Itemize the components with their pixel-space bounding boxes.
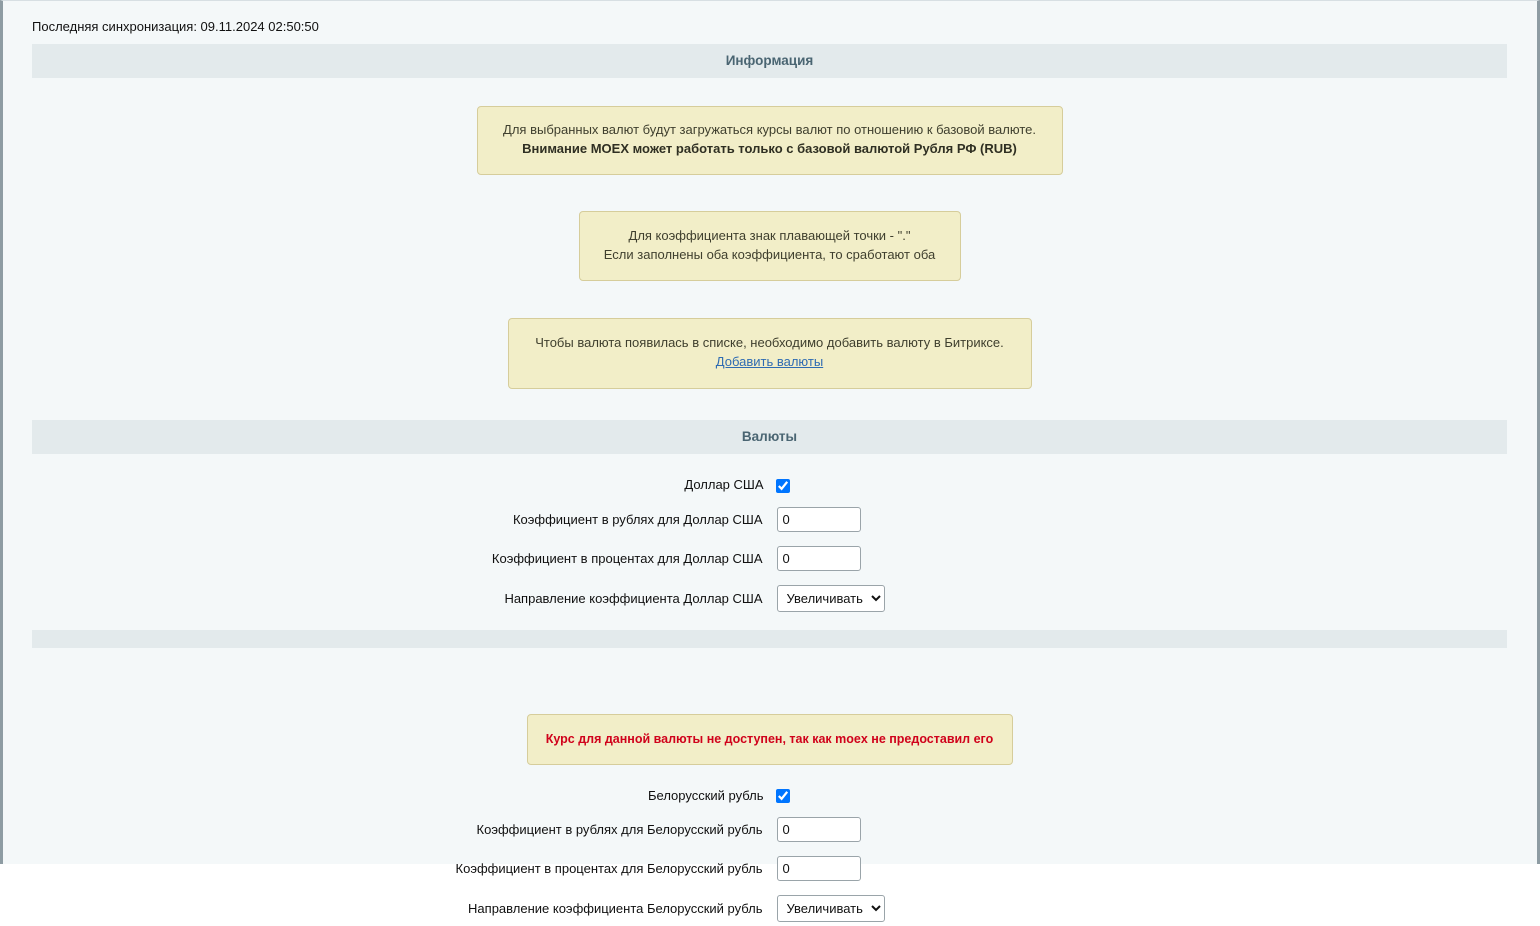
currency-percent-control-usd — [777, 546, 1489, 571]
currency-rub-control-byn — [777, 817, 1489, 842]
currency-percent-row-usd — [32, 546, 1507, 571]
note-rate-unavailable: Курс для данной валюты не доступен, так как moex не предоставил его — [527, 714, 1013, 765]
currency-enable-label-byn: Белорусский рубль — [647, 788, 764, 804]
currency-rub-input-byn[interactable] — [777, 817, 861, 842]
currency-block-usd — [32, 454, 1507, 616]
currency-enable-checkbox-byn[interactable] — [776, 789, 790, 803]
currency-direction-control-byn — [777, 895, 1489, 922]
note-base-currency-line2: Внимание MOEX может работать только с базовой валютой Рубля РФ (RUB) — [522, 140, 1017, 156]
currency-enable-row-usd — [32, 477, 1507, 493]
spacer — [32, 616, 1507, 630]
spacer — [32, 389, 1507, 420]
note-add-currency — [508, 318, 1032, 389]
note-base-currency — [477, 106, 1063, 175]
section-header-currencies: Валюты — [32, 420, 1507, 454]
currency-percent-label-byn: Коэффициент в процентах для Белорусский рубль — [455, 861, 763, 877]
currency-direction-select-byn[interactable] — [777, 895, 885, 922]
warning-notes — [32, 648, 1507, 765]
section-divider — [32, 630, 1507, 648]
currency-rub-row-byn — [32, 817, 1507, 842]
currency-percent-control-byn — [777, 856, 1489, 881]
currency-direction-row-byn — [32, 895, 1507, 922]
currency-rub-label-usd: Коэффициент в рублях для Доллар США — [512, 511, 763, 527]
currency-block-byn — [32, 765, 1507, 926]
currency-direction-label-byn: Направление коэффициента Белорусский рубль — [468, 901, 763, 917]
note-base-currency-line1: Для выбранных валют будут загружаться курсы валют по отношению к базовой валюте. — [503, 122, 1036, 137]
page-content — [3, 1, 1537, 926]
note-coefficient — [579, 211, 961, 282]
currency-direction-select-usd[interactable] — [777, 585, 885, 612]
currency-rub-row-usd — [32, 507, 1507, 532]
currency-percent-row-byn — [32, 856, 1507, 881]
note-add-currency-line1: Чтобы валюта появилась в списке, необходимо добавить валюту в Битриксе. — [535, 335, 1004, 351]
currency-enable-control-usd — [776, 477, 1488, 493]
last-sync-line: Последняя синхронизация: 09.11.2024 02:50:50 — [32, 19, 319, 34]
currency-enable-row-byn — [32, 788, 1507, 804]
info-notes — [32, 78, 1507, 389]
currency-direction-row-usd — [32, 585, 1507, 612]
currency-enable-control-byn — [776, 788, 1488, 804]
add-currencies-link[interactable]: Добавить валюты — [715, 354, 824, 370]
currency-enable-label-usd: Доллар США — [684, 477, 764, 493]
section-header-info: Информация — [32, 44, 1507, 78]
currency-rub-label-byn: Коэффициент в рублях для Белорусский рубль — [476, 822, 763, 838]
currency-percent-label-usd: Коэффициент в процентах для Доллар США — [491, 550, 763, 566]
note-coefficient-line2: Если заполнены оба коэффициента, то сработают оба — [603, 246, 936, 262]
currency-enable-checkbox-usd[interactable] — [776, 479, 790, 493]
currency-rub-input-usd[interactable] — [777, 507, 861, 532]
note-coefficient-line1: Для коэффициента знак плавающей точки - "." — [628, 227, 911, 243]
currency-rub-control-usd — [777, 507, 1489, 532]
currency-percent-input-usd[interactable] — [777, 546, 861, 571]
currency-direction-control-usd — [777, 585, 1489, 612]
currency-percent-input-byn[interactable] — [777, 856, 861, 881]
currency-direction-label-usd: Направление коэффициента Доллар США — [504, 590, 763, 606]
